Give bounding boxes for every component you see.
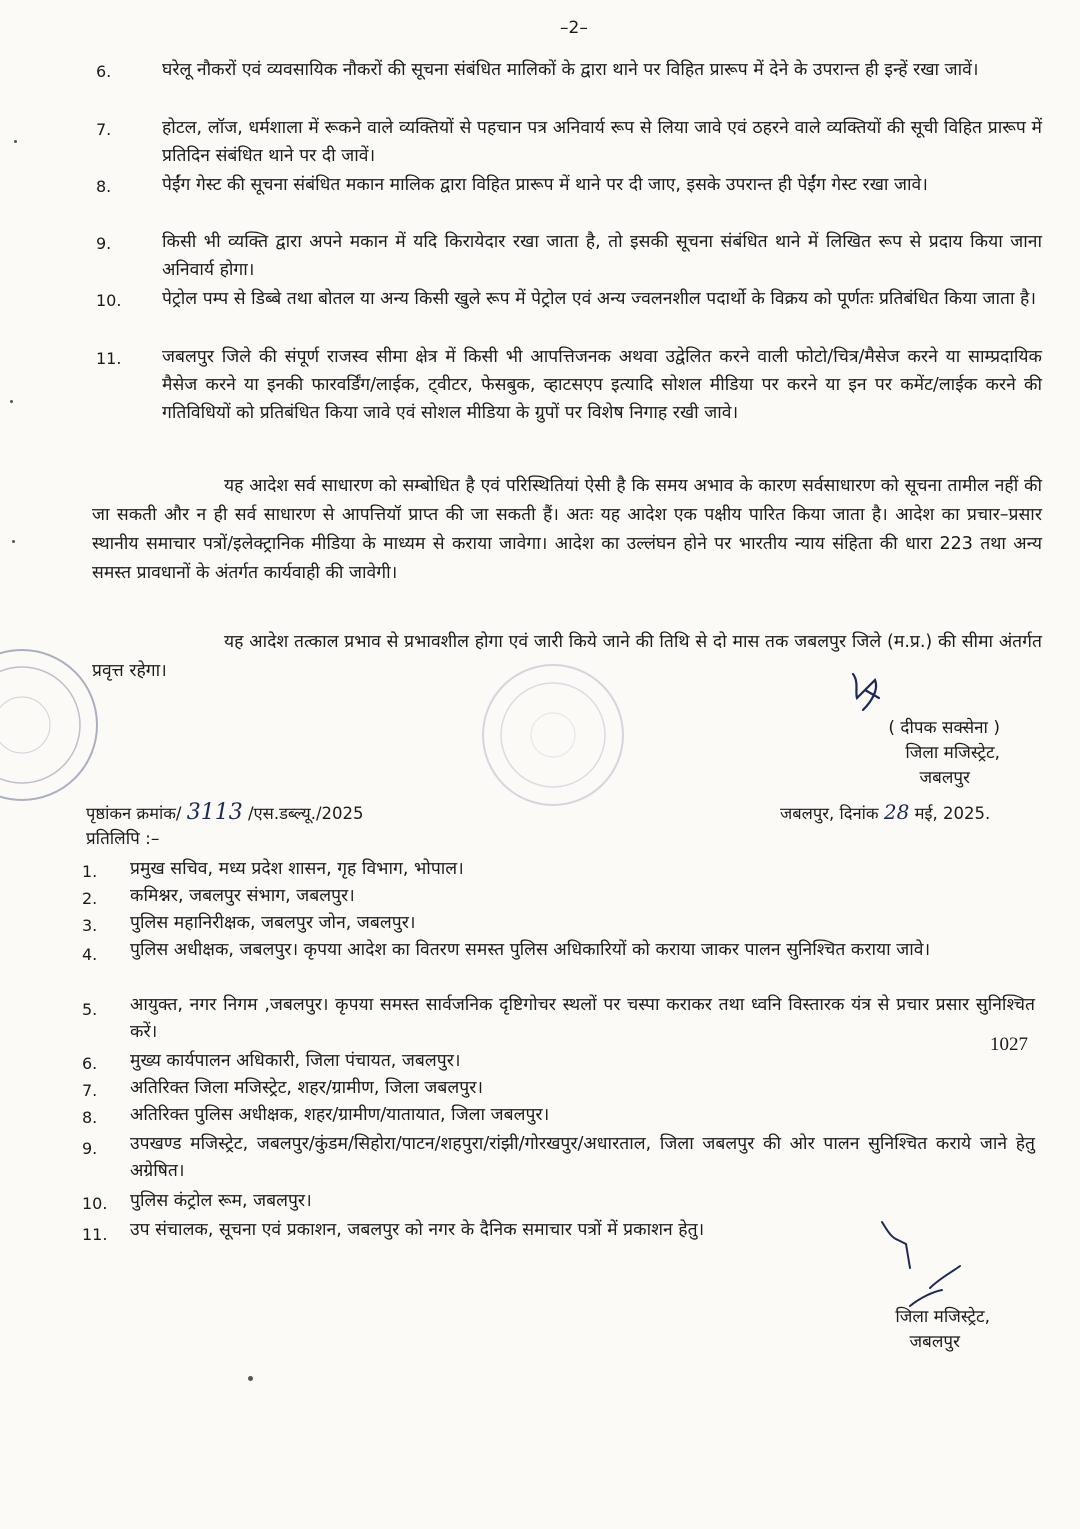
signatory-designation: जिला मजिस्ट्रेट, — [905, 743, 1000, 763]
condition-text: जबलपुर जिले की संपूर्ण राजस्व सीमा क्षेत्र में किसी भी आपत्तिजनक अथवा उद्वेलित करने वाली फोटो/चित्र/मैसेज करने या साम्प्रदायिक मैसेज करने या इनकी फारवर्डिंग/लाईक, ट्वीटर, फेसबुक, व्हाटसएप इत्यादि सोशल मीडिया पर करने या इन पर कमेंट/लाईक करने की गतिविधियों को प्रतिबंधित किया जावे एवं सोशल मीडिया के ग्रुपों पर विशेष निगाह रखी जावे। — [162, 347, 1042, 423]
signatory-name: ( दीपक सक्सेना ) — [888, 718, 1000, 738]
condition-text: किसी भी व्यक्ति द्वारा अपने मकान में यदि किरायेदार रखा जाता है, तो इसकी सूचना संबंधित थाने में लिखित रूप से प्रदाय किया जाना अनिवार्य होगा। — [162, 232, 1042, 280]
copy-text: प्रमुख सचिव, मध्य प्रदेश शासन, गृह विभाग, भोपाल। — [130, 859, 464, 879]
signatory-place: जबलपुर — [919, 768, 970, 788]
page-number: –2– — [560, 18, 588, 38]
scan-speck — [10, 400, 13, 403]
copy-number: 10. — [82, 1194, 108, 1213]
condition-text: पेट्रोल पम्प से डिब्बे तथा बोतल या अन्य किसी खुले रूप में पेट्रोल एवं अन्य ज्वलनशील पदार्थो के विक्रय को पूर्णतः प्रतिबंधित किया जाता है। — [162, 289, 1036, 309]
copy-number: 4. — [82, 945, 98, 964]
copy-label: प्रतिलिपि :– — [86, 829, 160, 849]
order-paragraph: यह आदेश सर्व साधारण को सम्बोधित है एवं परिस्थितियां ऐसी है कि समय अभाव के कारण सर्वसाधारण को सूचना तामील नहीं की जा सकती और न ही सर्व साधारण से आपत्तियॉ प्राप्त की जा सकती हैं। अतः यह आदेश एक पक्षीय पारित किया जाता है। आदेश का प्रचार–प्रसार स्थानीय समाचार पत्रों/इलेक्ट्रानिक मीडिया के माध्यम से कराया जावेगा। आदेश का उल्लंघन होने पर भारतीय न्याय संहिता की धारा 223 तथा अन्य समस्त प्रावधानों के अंतर्गत कार्यवाही की जावेगी। — [92, 476, 1042, 583]
condition-text: होटल, लॉज, धर्मशाला में रूकने वाले व्यक्तियों से पहचान पत्र अनिवार्य रूप से लिया जावे एवं ठहरने वाले व्यक्तियों की सूची विहित प्रारूप में प्रतिदिन संबंधित थाने पर दी जावें। — [162, 118, 1042, 166]
final-signatory-place: जबलपुर — [909, 1332, 960, 1352]
scan-speck — [14, 140, 17, 143]
copy-number: 6. — [82, 1054, 98, 1073]
condition-text: घरेलू नौकरों एवं व्यवसायिक नौकरों की सूचना संबंधित मालिकों के द्वारा थाने पर विहित प्रारूप में देने के उपरान्त ही इन्हें रखा जावें। — [162, 60, 979, 80]
order-paragraph: यह आदेश तत्काल प्रभाव से प्रभावशील होगा एवं जारी किये जाने की तिथि से दो मास तक जबलपुर जिले (म.प्र.) की सीमा अंतर्गत प्रवृत्त रहेगा। — [92, 632, 1042, 681]
office-seal-left — [0, 630, 112, 820]
endorsement-date: जबलपुर, दिनांक 28 मई, 2025. — [780, 800, 991, 824]
handwritten-date: 28 — [883, 800, 910, 824]
copy-number: 2. — [82, 889, 98, 908]
signature-mark — [845, 668, 895, 716]
condition-number: 8. — [96, 177, 112, 196]
copy-text: पुलिस कंट्रोल रूम, जबलपुर। — [130, 1191, 312, 1211]
copy-text: आयुक्त, नगर निगम ,जबलपुर। कृपया समस्त सार्वजनिक दृष्टिगोचर स्थलों पर चस्पा कराकर तथा ध्वनि विस्तारक यंत्र से प्रचार प्रसार सुनिश्चित करें। — [130, 995, 1035, 1042]
condition-number: 10. — [96, 291, 122, 310]
office-seal-center — [478, 660, 628, 810]
copy-text: मुख्य कार्यपालन अधिकारी, जिला पंचायत, जबलपुर। — [130, 1051, 461, 1071]
final-signatory-block — [820, 1305, 990, 1355]
handwritten-number: 3113 — [186, 800, 243, 825]
reference-number: 1027 — [990, 1034, 1028, 1055]
copy-number: 11. — [82, 1225, 108, 1244]
condition-text: पेईंग गेस्ट की सूचना संबंधित मकान मालिक द्वारा विहित प्रारूप में थाने पर दी जाए, इसके उपरान्त ही पेईंग गेस्ट रखा जावे। — [162, 175, 928, 195]
condition-number: 11. — [96, 349, 122, 368]
copy-text: अतिरिक्त पुलिस अधीक्षक, शहर/ग्रामीण/यातायात, जिला जबलपुर। — [130, 1105, 550, 1125]
copy-number: 5. — [82, 1000, 98, 1019]
copy-number: 1. — [82, 862, 98, 881]
copy-number: 9. — [82, 1139, 98, 1158]
copy-text: उप संचालक, सूचना एवं प्रकाशन, जबलपुर को नगर के दैनिक समाचार पत्रों में प्रकाशन हेतु। — [130, 1220, 705, 1240]
final-signatory-designation: जिला मजिस्ट्रेट, — [895, 1307, 990, 1327]
copy-number: 3. — [82, 916, 98, 935]
condition-number: 9. — [96, 234, 112, 253]
condition-number: 7. — [96, 120, 112, 139]
signatory-block — [820, 716, 1000, 791]
condition-number: 6. — [96, 62, 112, 81]
copy-text: उपखण्ड मजिस्ट्रेट, जबलपुर/कुंडम/सिहोरा/पाटन/शहपुरा/रांझी/गोरखपुर/अधारताल, जिला जबलपुर की ओर पालन सुनिश्चित कराये जाने हेतु अग्रेषित। — [130, 1134, 1035, 1181]
scan-speck — [248, 1376, 253, 1381]
copy-text: कमिश्नर, जबलपुर संभाग, जबलपुर। — [130, 886, 355, 906]
copy-text: अतिरिक्त जिला मजिस्ट्रेट, शहर/ग्रामीण, जिला जबलपुर। — [130, 1078, 483, 1098]
copy-number: 8. — [82, 1108, 98, 1127]
copy-text: पुलिस महानिरीक्षक, जबलपुर जोन, जबलपुर। — [130, 913, 416, 933]
scan-speck — [12, 540, 15, 543]
endorsement-number: पृष्ठांकन क्रमांक/ 3113 /एस.डब्ल्यू./2025 — [86, 800, 364, 825]
copy-text: पुलिस अधीक्षक, जबलपुर। कृपया आदेश का वितरण समस्त पुलिस अधिकारियों को कराया जाकर पालन सुनिश्चित कराया जावे। — [130, 940, 931, 960]
copy-number: 7. — [82, 1081, 98, 1100]
